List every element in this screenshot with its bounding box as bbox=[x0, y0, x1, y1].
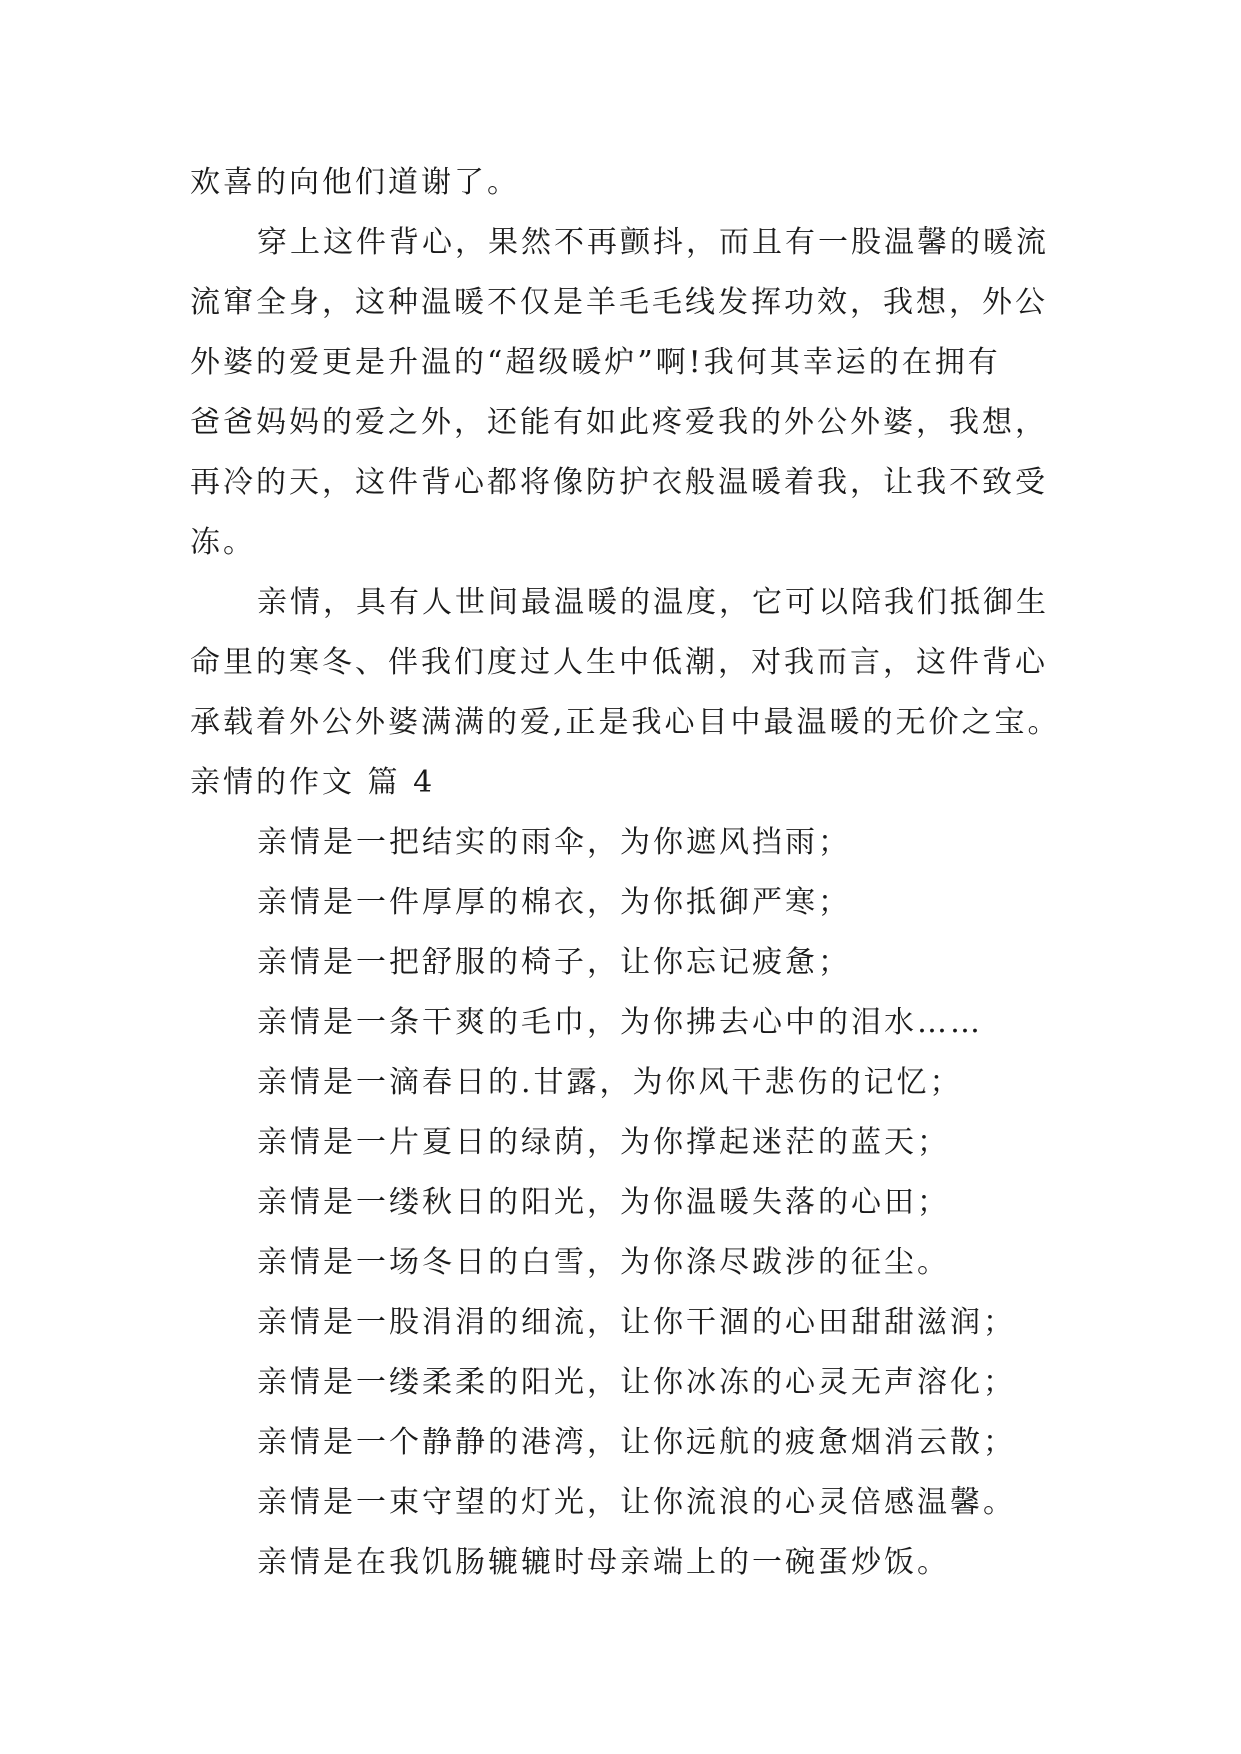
poem-line: 亲情是一股涓涓的细流，让你干涸的心田甜甜滋润； bbox=[257, 1305, 1016, 1340]
paragraph-line: 命里的寒冬、伴我们度过人生中低潮，对我而言，这件背心 bbox=[190, 645, 1048, 680]
poem-line: 亲情是一缕柔柔的阳光，让你冰冻的心灵无声溶化； bbox=[257, 1365, 1016, 1400]
poem-line: 亲情是一把舒服的椅子，让你忘记疲惫； bbox=[257, 945, 851, 980]
poem-line: 亲情是一条干爽的毛巾，为你拂去心中的泪水…… bbox=[257, 1005, 983, 1040]
poem-line: 亲情是一滴春日的.甘露，为你风干悲伤的记忆； bbox=[257, 1065, 963, 1100]
poem-line: 亲情是一片夏日的绿荫，为你撑起迷茫的蓝天； bbox=[257, 1125, 950, 1160]
paragraph-line: 再冷的天，这件背心都将像防护衣般温暖着我，让我不致受 bbox=[190, 465, 1048, 500]
paragraph-line: 爸爸妈妈的爱之外，还能有如此疼爱我的外公外婆，我想， bbox=[190, 405, 1048, 440]
paragraph-line: 外婆的爱更是升温的“超级暖炉”啊!我何其幸运的在拥有 bbox=[190, 345, 1001, 380]
poem-line: 亲情是一件厚厚的棉衣，为你抵御严寒； bbox=[257, 885, 851, 920]
poem-line: 亲情是一把结实的雨伞，为你遮风挡雨； bbox=[257, 825, 851, 860]
poem-line: 亲情是在我饥肠辘辘时母亲端上的一碗蛋炒饭。 bbox=[257, 1545, 950, 1580]
paragraph-line: 欢喜的向他们道谢了。 bbox=[190, 165, 520, 200]
poem-line: 亲情是一个静静的港湾，让你远航的疲惫烟消云散； bbox=[257, 1425, 1016, 1460]
paragraph-line: 流窜全身，这种温暖不仅是羊毛毛线发挥功效，我想，外公 bbox=[190, 285, 1048, 320]
paragraph-line: 冻。 bbox=[190, 525, 256, 560]
paragraph-line: 亲情，具有人世间最温暖的温度，它可以陪我们抵御生 bbox=[257, 585, 1049, 620]
paragraph-line: 穿上这件背心，果然不再颤抖，而且有一股温馨的暖流 bbox=[257, 225, 1049, 260]
poem-line: 亲情是一束守望的灯光，让你流浪的心灵倍感温馨。 bbox=[257, 1485, 1016, 1520]
section-title: 亲情的作文 篇 4 bbox=[190, 765, 436, 800]
poem-line: 亲情是一场冬日的白雪，为你涤尽跋涉的征尘。 bbox=[257, 1245, 950, 1280]
paragraph-line: 承载着外公外婆满满的爱,正是我心目中最温暖的无价之宝。 bbox=[190, 705, 1061, 740]
poem-line: 亲情是一缕秋日的阳光，为你温暖失落的心田； bbox=[257, 1185, 950, 1220]
